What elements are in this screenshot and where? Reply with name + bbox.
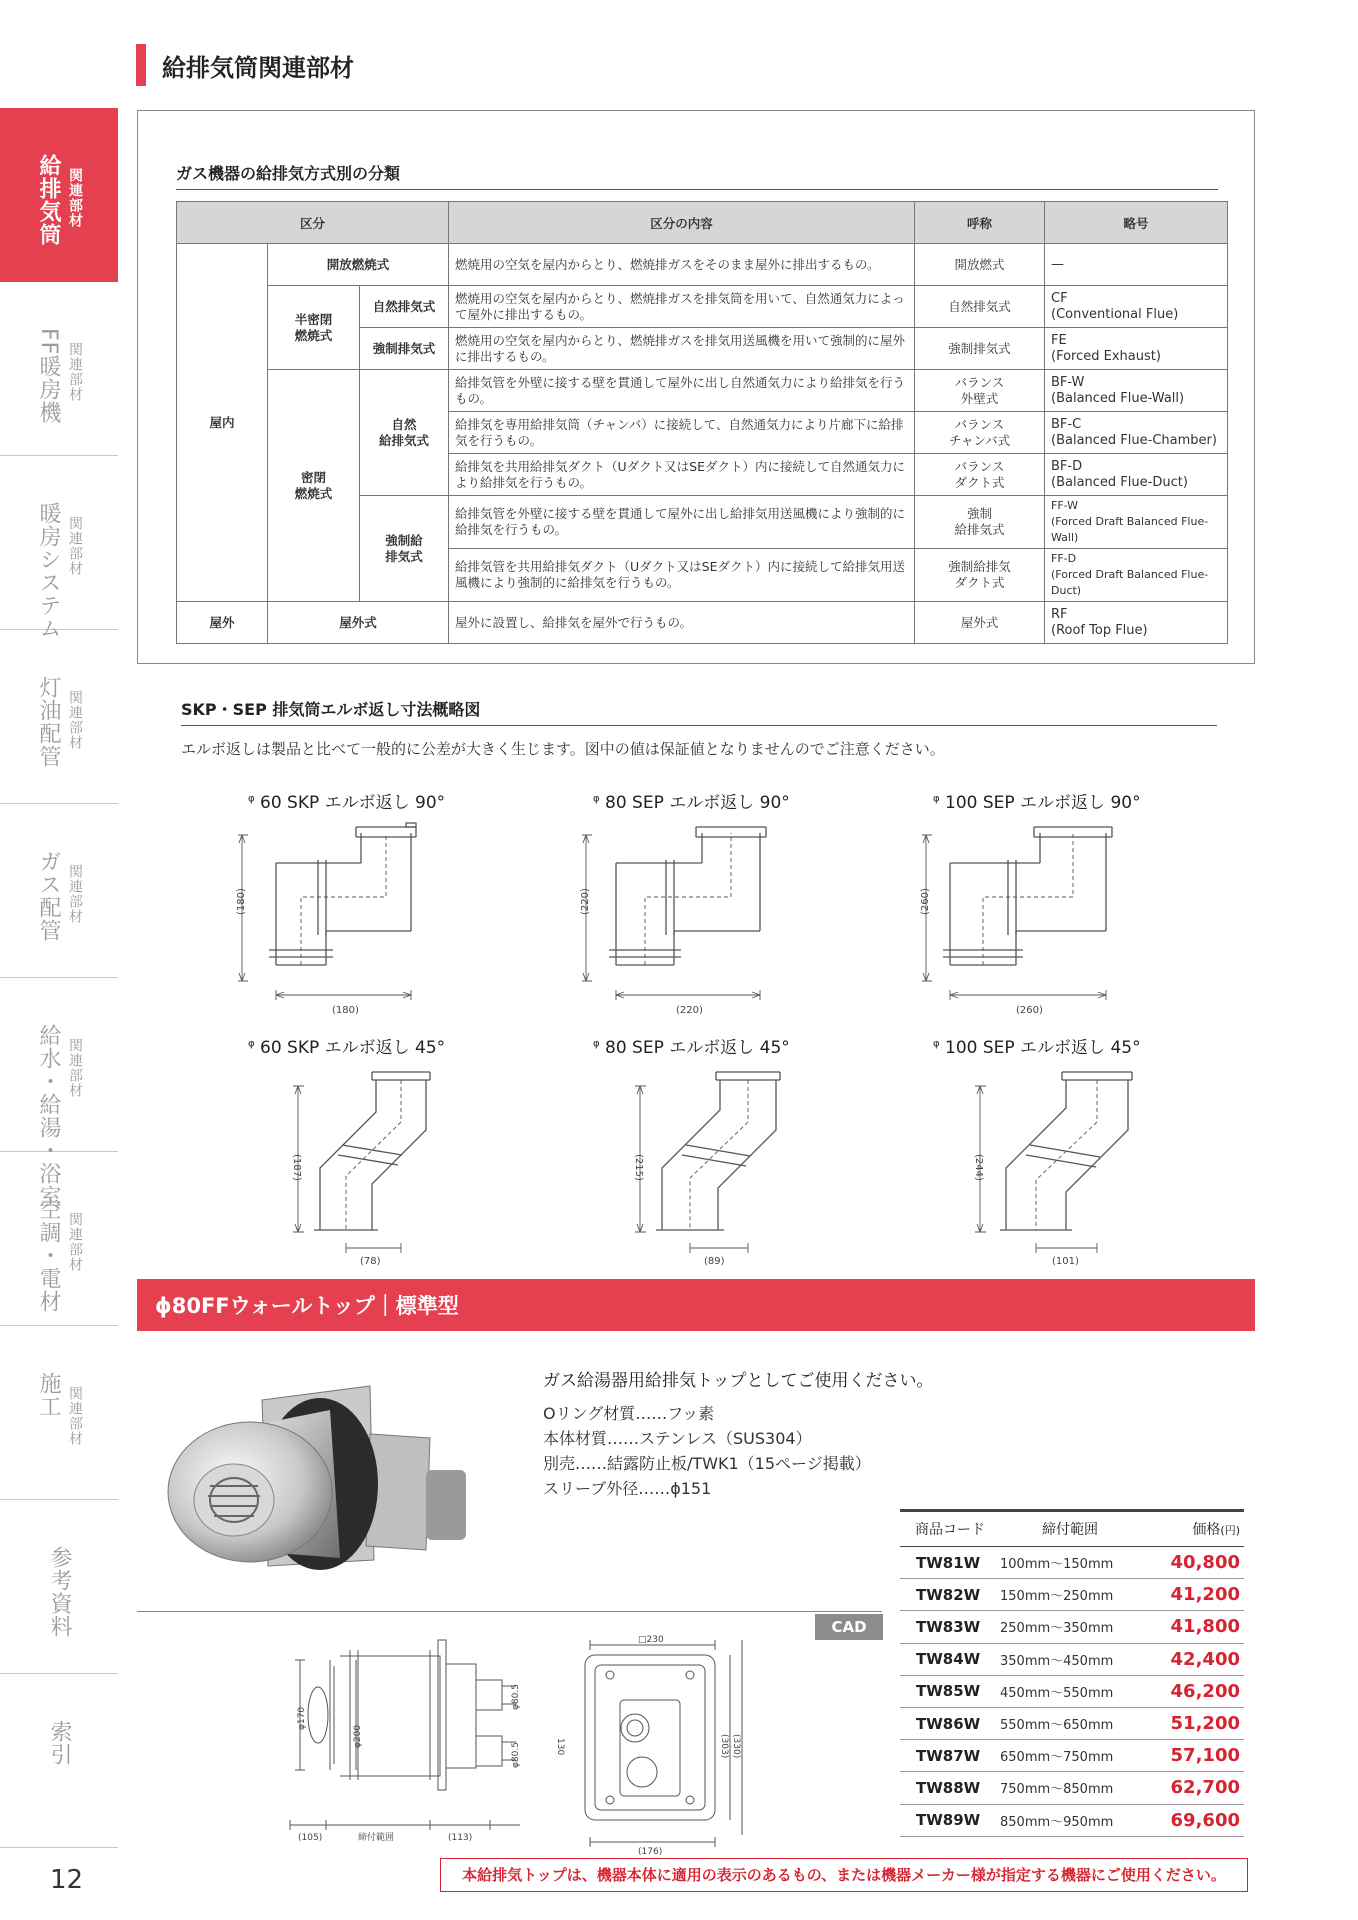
cell-outdoor: 屋外 (177, 602, 268, 644)
product-title: ϕ80FFウォールトップ｜標準型 (155, 1294, 459, 1318)
sidebar-tab-sublabel: 関連部材 (67, 1038, 83, 1098)
cad-dim: 130 (555, 1738, 565, 1756)
price-code: TW87W (900, 1740, 1000, 1772)
cell-natural-balanced: 自然 給排気式 (360, 370, 449, 496)
cell-name: 自然排気式 (915, 286, 1045, 328)
sidebar-tab-label: 給水・給湯・浴室 (36, 1024, 61, 1208)
cad-dim: (330) (731, 1734, 741, 1759)
price-range: 750mm〜850mm (1000, 1772, 1140, 1804)
sidebar-tab-label: 索引 (47, 1720, 72, 1766)
sidebar-tab[interactable] (0, 630, 118, 804)
table-row (177, 286, 1228, 328)
dim-height: (215) (633, 1154, 644, 1181)
price-row (900, 1740, 1244, 1772)
cell-content: 給排気を共用給排気ダクト（Uダクト又はSEダクト）内に接続して自然通気力により給排気を行うもの。 (449, 454, 915, 496)
page-number: 12 (50, 1865, 84, 1895)
header-abbr: 略号 (1045, 202, 1228, 244)
title-accent-bar (136, 44, 146, 86)
phi-mark: φ (248, 793, 255, 805)
classification-rule (176, 189, 1218, 190)
dim-height: (244) (973, 1154, 984, 1181)
price-header-range: 締付範囲 (1000, 1511, 1140, 1547)
cell-open: 開放燃焼式 (268, 244, 449, 286)
usage-warning: 本給排気トップは、機器本体に適用の表示のあるもの、または機器メーカー様が指定する機器にご使用ください。 (440, 1858, 1248, 1892)
phi-mark: φ (248, 1038, 255, 1050)
cell-content: 給排気管を外壁に接する壁を貫通して屋外に出し給排気用送風機により強制的に給排気を行うもの。 (449, 496, 915, 549)
price-row (900, 1804, 1244, 1836)
price-table-body (900, 1547, 1244, 1837)
sidebar-tab-sublabel: 関連部材 (67, 864, 83, 924)
elbow-label-text: 80 SEP エルボ返し 45° (605, 1038, 790, 1058)
price-code: TW89W (900, 1804, 1000, 1836)
classification-table (176, 201, 1228, 644)
cell-outdoor-type: 屋外式 (268, 602, 449, 644)
sidebar-tab-sublabel: 関連部材 (67, 516, 83, 576)
elbow-label-2 (593, 788, 790, 813)
price-code: TW81W (900, 1547, 1000, 1579)
price-row (900, 1611, 1244, 1643)
cell-abbr: CF (Conventional Flue) (1045, 286, 1228, 328)
sidebar-tab-sublabel: 関連部材 (67, 1212, 83, 1272)
sidebar-tab[interactable] (0, 804, 118, 978)
price-range: 650mm〜750mm (1000, 1740, 1140, 1772)
sidebar-tab-label: ガス配管 (36, 850, 61, 942)
sidebar-tab-label: 灯油配管 (36, 676, 61, 768)
cad-dim: φ200 (353, 1724, 363, 1748)
elbow-label-text: 60 SKP エルボ返し 45° (260, 1038, 446, 1058)
cad-dim: 締付範囲 (358, 1833, 395, 1843)
elbow-label-text: 100 SEP エルボ返し 90° (945, 793, 1141, 813)
price-value: 40,800 (1140, 1547, 1244, 1579)
sidebar-tab-sublabel: 関連部材 (67, 168, 83, 228)
price-value: 69,600 (1140, 1804, 1244, 1836)
cell-name: バランス ダクト式 (915, 454, 1045, 496)
price-code: TW88W (900, 1772, 1000, 1804)
phi-mark: φ (593, 793, 600, 805)
elbow-90-drawing-2 (580, 815, 800, 1015)
price-code: TW82W (900, 1579, 1000, 1611)
sidebar-tab-label: 参考資料 (47, 1546, 72, 1638)
cell-forced-balanced: 強制給 排気式 (360, 496, 449, 602)
dim-width: (89) (704, 1256, 725, 1267)
cell-content: 給排気管を外壁に接する壁を貫通して屋外に出し自然通気力により給排気を行うもの。 (449, 370, 915, 412)
price-range: 850mm〜950mm (1000, 1804, 1140, 1836)
sidebar-tab[interactable] (0, 456, 118, 640)
sidebar-tab-sublabel: 関連部材 (67, 690, 83, 750)
cell-name: バランス 外壁式 (915, 370, 1045, 412)
price-code: TW85W (900, 1675, 1000, 1707)
cad-dim: (176) (638, 1847, 663, 1857)
cell-natural-exhaust: 自然排気式 (360, 286, 449, 328)
phi-mark: φ (933, 793, 940, 805)
dim-width: (220) (676, 1005, 703, 1016)
cell-abbr: BF-D (Balanced Flue-Duct) (1045, 454, 1228, 496)
price-header-row (900, 1511, 1244, 1547)
spec-line: Oリング材質……フッ素 (543, 1404, 715, 1423)
classification-box (137, 110, 1255, 664)
sidebar-tab-label: FF暖房機 (36, 328, 61, 425)
sidebar-tab[interactable] (0, 1500, 118, 1674)
elbow-note: エルボ返しは製品と比べて一般的に公差が大きく生じます。図中の値は保証値となりませんのでご注意ください。 (181, 740, 945, 758)
cell-abbr: FF-D (Forced Draft Balanced Flue-Duct) (1045, 549, 1228, 602)
price-row (900, 1772, 1244, 1804)
price-value: 41,800 (1140, 1611, 1244, 1643)
cell-name: 強制 給排気式 (915, 496, 1045, 549)
elbow-label-text: 100 SEP エルボ返し 45° (945, 1038, 1141, 1058)
header-category: 区分 (177, 202, 449, 244)
price-value: 51,200 (1140, 1707, 1244, 1739)
sidebar-tab-label: 給排気筒 (36, 154, 61, 246)
cell-abbr: BF-C (Balanced Flue-Chamber) (1045, 412, 1228, 454)
dim-width: (260) (1016, 1005, 1043, 1016)
price-range: 100mm〜150mm (1000, 1547, 1140, 1579)
cad-dim: □230 (638, 1635, 664, 1645)
price-range: 250mm〜350mm (1000, 1611, 1140, 1643)
cell-content: 屋外に設置し、給排気を屋外で行うもの。 (449, 602, 915, 644)
price-value: 41,200 (1140, 1579, 1244, 1611)
elbow-label-text: 80 SEP エルボ返し 90° (605, 793, 790, 813)
table-header-row (177, 202, 1228, 244)
elbow-section-rule (181, 725, 1217, 726)
spec-line: 本体材質……ステンレス（SUS304） (543, 1429, 812, 1448)
elbow-45-drawing-3 (966, 1060, 1146, 1270)
dim-height: (187) (291, 1154, 302, 1181)
cad-dim: φ80.5 (511, 1742, 521, 1768)
price-value: 62,700 (1140, 1772, 1244, 1804)
cell-indoor: 屋内 (177, 244, 268, 602)
price-code: TW86W (900, 1707, 1000, 1739)
cell-abbr: BF-W (Balanced Flue-Wall) (1045, 370, 1228, 412)
cad-badge: CAD (815, 1614, 883, 1640)
price-header-code: 商品コード (900, 1511, 1000, 1547)
table-row (177, 602, 1228, 644)
sidebar-tab-sublabel: 関連部材 (67, 342, 83, 402)
price-range: 150mm〜250mm (1000, 1579, 1140, 1611)
cell-abbr: RF (Roof Top Flue) (1045, 602, 1228, 644)
elbow-label-text: 60 SKP エルボ返し 90° (260, 793, 446, 813)
cell-content: 給排気管を共用給排気ダクト（Uダクト又はSEダクト）内に接続して給排気用送風機により強制的に給排気を行うもの。 (449, 549, 915, 602)
price-range: 350mm〜450mm (1000, 1643, 1140, 1675)
cad-dim: (113) (448, 1833, 473, 1843)
phi-mark: φ (933, 1038, 940, 1050)
cad-dim: φ170 (297, 1706, 307, 1730)
price-code: TW83W (900, 1611, 1000, 1643)
cell-abbr: FF-W (Forced Draft Balanced Flue-Wall) (1045, 496, 1228, 549)
dim-width: (101) (1052, 1256, 1079, 1267)
price-row (900, 1707, 1244, 1739)
cad-rule (137, 1611, 882, 1612)
cell-abbr: FE (Forced Exhaust) (1045, 328, 1228, 370)
cell-name: 強制給排気 ダクト式 (915, 549, 1045, 602)
product-lead: ガス給湯器用給排気トップとしてご使用ください。 (543, 1371, 934, 1391)
cad-dim: φ80.5 (511, 1684, 521, 1710)
price-value: 57,100 (1140, 1740, 1244, 1772)
sidebar-tab-label: 施工 (36, 1372, 61, 1418)
page-title: 給排気筒関連部材 (162, 54, 354, 82)
cad-dim: (105) (298, 1833, 323, 1843)
sidebar-tab[interactable] (0, 1674, 118, 1848)
sidebar-tab-sublabel: 関連部材 (67, 1386, 83, 1446)
elbow-label-6 (933, 1033, 1141, 1058)
table-row (177, 244, 1228, 286)
dim-height: (260) (920, 888, 931, 915)
dim-height: (220) (580, 888, 591, 915)
price-range: 450mm〜550mm (1000, 1675, 1140, 1707)
price-row (900, 1547, 1244, 1579)
product-photo (160, 1390, 490, 1600)
price-header-label: 価格 (1192, 1522, 1221, 1538)
cell-abbr: — (1045, 244, 1228, 286)
sidebar-tab[interactable] (0, 1152, 118, 1326)
dim-width: (78) (360, 1256, 381, 1267)
elbow-90-drawing-3 (920, 815, 1150, 1015)
spec-line: 別売……結露防止板/TWK1（15ページ掲載） (543, 1454, 871, 1473)
dim-height: (180) (236, 888, 247, 915)
cell-name: 強制排気式 (915, 328, 1045, 370)
header-content: 区分の内容 (449, 202, 915, 244)
sidebar-tab-label: 空調・電材 (36, 1198, 61, 1313)
cell-name: 屋外式 (915, 602, 1045, 644)
elbow-label-4 (248, 1033, 445, 1058)
cell-closed: 密閉 燃焼式 (268, 370, 360, 602)
elbow-section-title: SKP・SEP 排気筒エルボ返し寸法概略図 (181, 700, 481, 719)
price-code: TW84W (900, 1643, 1000, 1675)
cell-content: 給排気を専用給排気筒（チャンバ）に接続して、自然通気力により片廊下に給排気を行うもの。 (449, 412, 915, 454)
cell-content: 燃焼用の空気を屋内からとり、燃焼排ガスを排気筒を用いて、自然通気力によって屋外に排出するもの。 (449, 286, 915, 328)
phi-mark: φ (593, 1038, 600, 1050)
elbow-label-1 (248, 788, 445, 813)
cad-dim: (303) (719, 1734, 729, 1759)
price-header-unit: (円) (1220, 1524, 1240, 1537)
cell-semi-closed: 半密閉 燃焼式 (268, 286, 360, 370)
sidebar-tab[interactable] (0, 282, 118, 456)
price-row (900, 1643, 1244, 1675)
price-range: 550mm〜650mm (1000, 1707, 1140, 1739)
sidebar-tab[interactable] (0, 1326, 118, 1500)
price-row (900, 1675, 1244, 1707)
cell-content: 燃焼用の空気を屋内からとり、燃焼排ガスをそのまま屋外に排出するもの。 (449, 244, 915, 286)
cell-name: 開放燃式 (915, 244, 1045, 286)
cad-drawing (290, 1620, 760, 1857)
table-row (177, 370, 1228, 412)
elbow-90-drawing-1 (236, 815, 456, 1015)
elbow-45-drawing-2 (624, 1060, 794, 1270)
sidebar-tab[interactable] (0, 978, 118, 1208)
elbow-45-drawing-1 (280, 1060, 440, 1270)
spec-line: スリーブ外径……ϕ151 (543, 1479, 712, 1498)
cell-name: バランス チャンバ式 (915, 412, 1045, 454)
cell-content: 燃焼用の空気を屋内からとり、燃焼排ガスを排気用送風機を用いて強制的に屋外に排出するもの。 (449, 328, 915, 370)
dim-width: (180) (332, 1005, 359, 1016)
classification-title: ガス機器の給排気方式別の分類 (176, 164, 401, 183)
price-header-price (1140, 1511, 1244, 1547)
sidebar-tab-label: 暖房システム (36, 502, 61, 640)
header-name: 呼称 (915, 202, 1045, 244)
sidebar-tab[interactable] (0, 108, 118, 282)
price-table (900, 1509, 1244, 1837)
elbow-label-5 (593, 1033, 790, 1058)
price-row (900, 1579, 1244, 1611)
price-value: 46,200 (1140, 1675, 1244, 1707)
cell-forced-exhaust: 強制排気式 (360, 328, 449, 370)
price-value: 42,400 (1140, 1643, 1244, 1675)
elbow-label-3 (933, 788, 1141, 813)
